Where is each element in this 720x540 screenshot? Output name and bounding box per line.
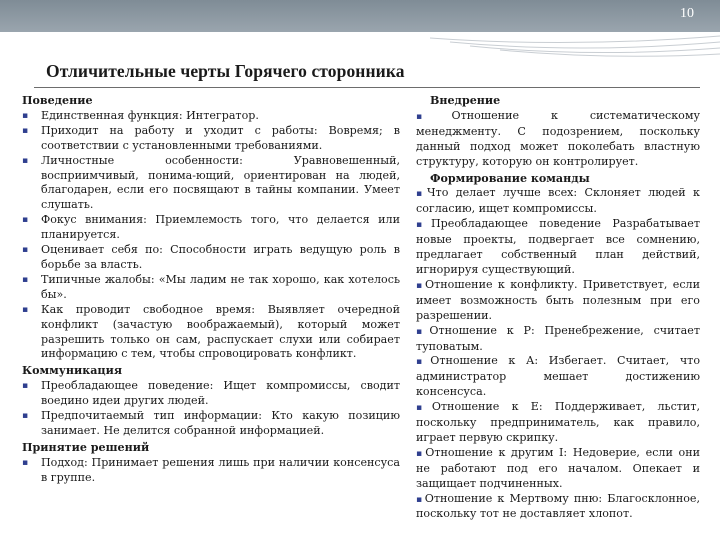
implementation-list bbox=[416, 109, 700, 170]
square-bullet-icon: ▪ bbox=[22, 411, 29, 422]
list-item bbox=[416, 354, 700, 400]
list-item bbox=[416, 278, 700, 324]
list-item bbox=[416, 492, 700, 523]
top-band bbox=[0, 0, 720, 32]
list-item bbox=[22, 109, 400, 124]
square-bullet-icon: ▪ bbox=[416, 220, 430, 231]
square-bullet-icon: ▪ bbox=[416, 326, 429, 337]
square-bullet-icon: ▪ bbox=[22, 457, 29, 468]
list-item bbox=[22, 409, 400, 439]
list-item-text: Отношение к Мертвому пню: Благосклонное, поскольку тот не доставляет хлопот. bbox=[416, 491, 700, 521]
list-item-text: Оценивает себя по: Способности играть ведущую роль в борьбе за власть. bbox=[41, 243, 400, 271]
list-item bbox=[416, 324, 700, 355]
square-bullet-icon: ▪ bbox=[22, 125, 29, 136]
left-column bbox=[22, 94, 400, 486]
team-heading: Формирование команды bbox=[430, 171, 590, 185]
list-item bbox=[22, 213, 400, 243]
list-item-text: Личностные особенности: Уравновешенный, восприимчивый, понима-ющий, ориентирован на людей, благодарен, если его посвящают в тайны компании. Умеет слушать. bbox=[41, 153, 400, 212]
list-item-text: Предпочитаемый тип информации: Кто какую позицию занимает. Не делится собранной информацией. bbox=[41, 409, 400, 437]
decisions-heading: Принятие решений bbox=[22, 440, 150, 454]
list-item-text: Единственная функция: Интегратор. bbox=[41, 108, 259, 122]
list-item-text: Отношение к Р: Пренебрежение, считает туповатым. bbox=[416, 323, 700, 353]
list-item bbox=[22, 154, 400, 214]
square-bullet-icon: ▪ bbox=[416, 494, 424, 505]
square-bullet-icon: ▪ bbox=[416, 189, 426, 200]
right-column bbox=[416, 94, 700, 522]
list-item bbox=[416, 109, 700, 170]
square-bullet-icon: ▪ bbox=[22, 274, 29, 285]
list-item-text: Что делает лучше всех: Склоняет людей к согласию, ищет компромиссы. bbox=[416, 186, 700, 216]
list-item bbox=[416, 217, 700, 278]
list-item-text: Преобладающее поведение Разрабатывает новые проекты, подвергает все сомнению, предлагает собственный план действий, игнорируя существующий. bbox=[416, 217, 700, 276]
list-item-text: Отношение к конфликту. Приветствует, если имеет возможность быть полезным при его разрешении. bbox=[416, 277, 700, 322]
list-item bbox=[22, 243, 400, 273]
square-bullet-icon: ▪ bbox=[22, 110, 29, 121]
slide-title: Отличительные черты Горячего сторонника bbox=[46, 61, 405, 81]
behavior-list bbox=[22, 109, 400, 362]
square-bullet-icon: ▪ bbox=[416, 403, 431, 414]
list-item bbox=[416, 446, 700, 492]
team-list bbox=[416, 186, 700, 522]
list-item-text: Фокус внимания: Приемлемость того, что делается или планируется. bbox=[41, 213, 400, 242]
list-item bbox=[22, 303, 400, 363]
communication-list bbox=[22, 379, 400, 439]
list-item-text: Приходит на работу и уходит с работы: Вовремя; в соответствии с установленными требованиями. bbox=[41, 123, 400, 152]
list-item bbox=[22, 273, 400, 303]
square-bullet-icon: ▪ bbox=[22, 155, 29, 166]
list-item bbox=[22, 379, 400, 409]
list-item-text: Отношение к Е: Поддерживает, льстит, поскольку предприниматель, как правило, играет первую скрипку. bbox=[416, 400, 700, 444]
page-number: 10 bbox=[680, 6, 694, 21]
list-item bbox=[416, 186, 700, 217]
list-item bbox=[416, 400, 700, 446]
title-underline bbox=[34, 87, 700, 88]
list-item-text: Подход: Принимает решения лишь при наличии консенсуса в группе. bbox=[41, 455, 400, 484]
list-item-text: Преобладающее поведение: Ищет компромиссы, сводит воедино идеи других людей. bbox=[41, 379, 400, 408]
list-item-text: Типичные жалобы: «Мы ладим не так хорошо, как хотелось бы». bbox=[41, 272, 400, 301]
list-item-text: Отношение к систематическому менеджменту. С подозрением, поскольку данный подход может поколебать властную структуру, которую он контролирует. bbox=[416, 108, 700, 168]
list-item-text: Отношение к А: Избегает. Считает, что администратор мешает достижению консенсуса. bbox=[416, 354, 700, 399]
list-item bbox=[22, 456, 400, 486]
implementation-heading: Внедрение bbox=[430, 94, 501, 107]
list-item-text: Отношение к другим I: Недоверие, если они не работают под его началом. Опекает и защищает подчиненных. bbox=[416, 445, 700, 490]
square-bullet-icon: ▪ bbox=[416, 280, 424, 291]
list-item-text: Как проводит свободное время: Выявляет очередной конфликт (зачастую воображаемый), который может разрешить только он сам, распускает слухи или собирает информацию с тем, чтобы спровоцировать конфликт. bbox=[41, 302, 400, 361]
behavior-heading: Поведение bbox=[22, 94, 93, 107]
square-bullet-icon: ▪ bbox=[22, 381, 29, 392]
square-bullet-icon: ▪ bbox=[416, 448, 425, 459]
square-bullet-icon: ▪ bbox=[416, 357, 430, 368]
square-bullet-icon: ▪ bbox=[416, 111, 451, 122]
square-bullet-icon: ▪ bbox=[22, 245, 29, 256]
square-bullet-icon: ▪ bbox=[22, 304, 29, 315]
square-bullet-icon: ▪ bbox=[22, 215, 29, 226]
communication-heading: Коммуникация bbox=[22, 364, 123, 378]
decorative-lines bbox=[430, 32, 720, 62]
list-item bbox=[22, 124, 400, 154]
decisions-list bbox=[22, 456, 400, 486]
